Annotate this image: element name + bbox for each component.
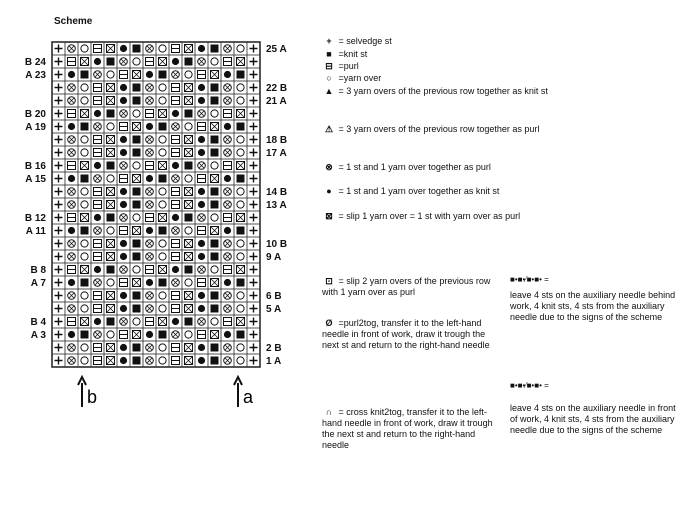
knit-mark [211, 305, 219, 313]
legend-one-purl [322, 162, 491, 173]
knit-mark [107, 162, 115, 170]
knit-mark [133, 149, 141, 157]
knit-together-mark [172, 58, 179, 65]
row-label-right: 13 A [266, 200, 287, 211]
row-label-left: B 8 [30, 265, 46, 276]
knit-together-mark [172, 110, 179, 117]
filled-circle-icon: ● [326, 186, 332, 196]
boxed-dot-icon: ⊡ [325, 276, 333, 286]
knit-mark [211, 357, 219, 365]
knit-together-mark [120, 149, 127, 156]
knit-mark [237, 175, 245, 183]
knit-mark [133, 45, 141, 53]
knit-mark [211, 45, 219, 53]
row-label-left: A 15 [25, 174, 46, 185]
knit-together-mark [68, 227, 75, 234]
knit-together-mark [172, 318, 179, 325]
knit-together-mark [198, 84, 205, 91]
legend-yarn-over [322, 73, 381, 84]
knit-together-mark [120, 292, 127, 299]
open-triangle-icon: ⚠ [324, 124, 334, 134]
knit-together-mark [198, 357, 205, 364]
legend-three-knit-text: = 3 yarn overs of the previous row together as knit st [338, 86, 548, 96]
knit-together-mark [120, 84, 127, 91]
knit-mark [81, 71, 89, 79]
knit-mark [159, 331, 167, 339]
knit-mark [107, 110, 115, 118]
knit-together-mark [68, 331, 75, 338]
knit-mark [237, 71, 245, 79]
legend-one-purl-text: = 1 st and 1 yarn over together as purl [338, 162, 491, 172]
knit-mark [81, 331, 89, 339]
knit-together-mark [146, 331, 153, 338]
knit-together-mark [94, 162, 101, 169]
knit-together-mark [120, 136, 127, 143]
row-label-right: 1 A [266, 356, 282, 367]
knitting-chart [46, 40, 306, 435]
legend-three-knit [322, 86, 548, 97]
purl2tog-icon: Ø [325, 318, 333, 328]
legend-purl2tog [322, 318, 497, 351]
legend-purl [322, 61, 359, 72]
knit-together-mark [198, 149, 205, 156]
knit-mark [81, 175, 89, 183]
knit-together-mark [224, 331, 231, 338]
legend-three-purl [322, 124, 539, 135]
knit-together-mark [94, 214, 101, 221]
knit-together-mark [94, 318, 101, 325]
legend-one-knit-text: = 1 st and 1 yarn over together as knit st [338, 186, 500, 196]
knit-mark [133, 292, 141, 300]
cable-front-symbol: ■•■•⁄■•■• = [510, 381, 549, 390]
scheme-title: Scheme [54, 16, 93, 27]
knit-together-mark [146, 123, 153, 130]
knit-mark [211, 292, 219, 300]
knit-mark [211, 201, 219, 209]
knit-mark [211, 253, 219, 261]
row-label-right: 21 A [266, 96, 287, 107]
knit-together-mark [198, 253, 205, 260]
knit-mark [133, 240, 141, 248]
legend-yo-text: =yarn over [338, 73, 382, 83]
row-label-right: 22 B [266, 83, 288, 94]
knit-together-mark [224, 71, 231, 78]
knit-together-mark [68, 279, 75, 286]
legend-slip [322, 211, 520, 222]
knit-together-mark [68, 175, 75, 182]
legend-cross-text: = cross knit2tog, transfer it to the left-hand needle in front of work, draw it trough the next st and return to the right-hand needle [322, 407, 493, 450]
row-label-right: 2 B [266, 343, 282, 354]
knit-mark [237, 227, 245, 235]
knit-together-mark [198, 305, 205, 312]
knit-together-mark [198, 344, 205, 351]
legend-slip-text: = slip 1 yarn over = 1 st with yarn over as purl [338, 211, 521, 221]
row-label-right: 14 B [266, 187, 288, 198]
knit-square-icon: ■ [326, 49, 332, 59]
knit-together-mark [120, 253, 127, 260]
row-label-right: 10 B [266, 239, 288, 250]
knit-mark [185, 162, 193, 170]
knit-mark [133, 201, 141, 209]
knit-mark [159, 71, 167, 79]
knit-mark [107, 318, 115, 326]
knit-mark [211, 344, 219, 352]
knit-together-mark [198, 201, 205, 208]
knit-together-mark [198, 240, 205, 247]
knit-together-mark [146, 227, 153, 234]
row-label-right: 17 A [266, 148, 287, 159]
knit-mark [133, 84, 141, 92]
legend-one-knit [322, 186, 499, 197]
row-label-left: B 20 [24, 109, 46, 120]
legend-purl2tog-text: =purl2tog, transfer it to the left-hand needle in front of work, draw it trough the next st and return to the right-hand needle [322, 318, 490, 350]
row-label-left: B 4 [30, 317, 46, 328]
circled-x-icon: ⊗ [325, 162, 333, 172]
knit-mark [159, 123, 167, 131]
knit-together-mark [68, 71, 75, 78]
knit-together-mark [172, 214, 179, 221]
knit-together-mark [94, 58, 101, 65]
plus-icon: + [326, 36, 332, 46]
knit-mark [185, 110, 193, 118]
knit-together-mark [146, 175, 153, 182]
knit-together-mark [198, 188, 205, 195]
knit-together-mark [146, 71, 153, 78]
row-label-right: 9 A [266, 252, 282, 263]
knit-mark [133, 188, 141, 196]
legend-selvedge [322, 36, 392, 47]
chart-svg [46, 40, 306, 430]
knit-mark [159, 175, 167, 183]
knit-mark [211, 97, 219, 105]
knit-mark [159, 227, 167, 235]
knit-mark [107, 214, 115, 222]
knit-mark [211, 188, 219, 196]
knit-mark [133, 305, 141, 313]
knit-mark [133, 253, 141, 261]
legend-cable-front: leave 4 sts on the auxiliary needle in front of work, 4 knit sts, 4 sts from the auxiliary needle due to the signs of the scheme [510, 403, 676, 435]
knit-mark [81, 123, 89, 131]
knit-mark [107, 58, 115, 66]
legend-selvedge-text: = selvedge st [338, 36, 392, 46]
row-label-left: A 3 [30, 330, 46, 341]
knit-mark [185, 318, 193, 326]
legend-cable-behind: leave 4 sts on the auxiliary needle behind work, 4 knit sts, 4 sts from the auxiliary needle due to the signs of the scheme [510, 290, 676, 322]
knit-together-mark [224, 175, 231, 182]
legend-knit [322, 49, 367, 60]
knit-mark [211, 149, 219, 157]
knit-together-mark [198, 136, 205, 143]
circle-icon: ○ [326, 73, 332, 83]
knit-together-mark [120, 97, 127, 104]
knit-together-mark [224, 279, 231, 286]
knit-mark [133, 344, 141, 352]
legend-cross [322, 407, 497, 451]
row-label-left: A 11 [25, 226, 46, 237]
row-label-right: 6 B [266, 291, 282, 302]
knit-together-mark [224, 123, 231, 130]
row-label-left: A 23 [25, 70, 46, 81]
row-label-right: 5 A [266, 304, 282, 315]
knit-mark [185, 58, 193, 66]
knit-together-mark [120, 201, 127, 208]
knit-mark [237, 279, 245, 287]
start-a-label: a [243, 387, 254, 407]
knit-together-mark [172, 266, 179, 273]
cable-behind-symbol: ■•■•⁄■•■• = [510, 275, 549, 284]
knit-together-mark [146, 279, 153, 286]
row-label-right: 18 B [266, 135, 288, 146]
cross-knit-icon: ∩ [325, 407, 333, 417]
knit-mark [185, 214, 193, 222]
knit-mark [133, 357, 141, 365]
filled-triangle-icon: ▲ [324, 86, 334, 96]
knit-together-mark [120, 344, 127, 351]
knit-mark [107, 266, 115, 274]
row-label-left: B 12 [24, 213, 46, 224]
knit-mark [159, 279, 167, 287]
knit-together-mark [198, 97, 205, 104]
knit-mark [133, 136, 141, 144]
knit-together-mark [94, 110, 101, 117]
knit-together-mark [120, 357, 127, 364]
knit-mark [237, 331, 245, 339]
legend-slip2 [322, 276, 502, 298]
knit-together-mark [120, 45, 127, 52]
knit-together-mark [120, 188, 127, 195]
row-label-right: 25 A [266, 44, 287, 55]
knit-together-mark [68, 123, 75, 130]
knit-together-mark [198, 292, 205, 299]
start-b-label: b [87, 387, 98, 407]
knit-together-mark [172, 162, 179, 169]
row-label-left: B 16 [24, 161, 46, 172]
knit-together-mark [224, 227, 231, 234]
knit-mark [81, 227, 89, 235]
row-label-left: A 7 [30, 278, 46, 289]
knit-mark [185, 266, 193, 274]
purl-square-icon: ⊟ [325, 61, 333, 71]
legend-slip2-text: = slip 2 yarn overs of the previous row with 1 yarn over as purl [322, 276, 491, 297]
legend-three-purl-text: = 3 yarn overs of the previous row together as purl [338, 124, 540, 134]
knit-together-mark [94, 266, 101, 273]
row-label-left: B 24 [24, 57, 46, 68]
knit-together-mark [120, 240, 127, 247]
knit-mark [81, 279, 89, 287]
knit-together-mark [198, 45, 205, 52]
row-label-left: A 19 [25, 122, 46, 133]
legend-purl-text: =purl [338, 61, 359, 71]
knit-mark [211, 136, 219, 144]
knit-mark [211, 84, 219, 92]
knit-mark [211, 240, 219, 248]
knit-together-mark [120, 305, 127, 312]
knit-mark [133, 97, 141, 105]
legend-knit-text: =knit st [338, 49, 368, 59]
knit-mark [237, 123, 245, 131]
boxed-x-icon: ⊠ [325, 211, 333, 221]
